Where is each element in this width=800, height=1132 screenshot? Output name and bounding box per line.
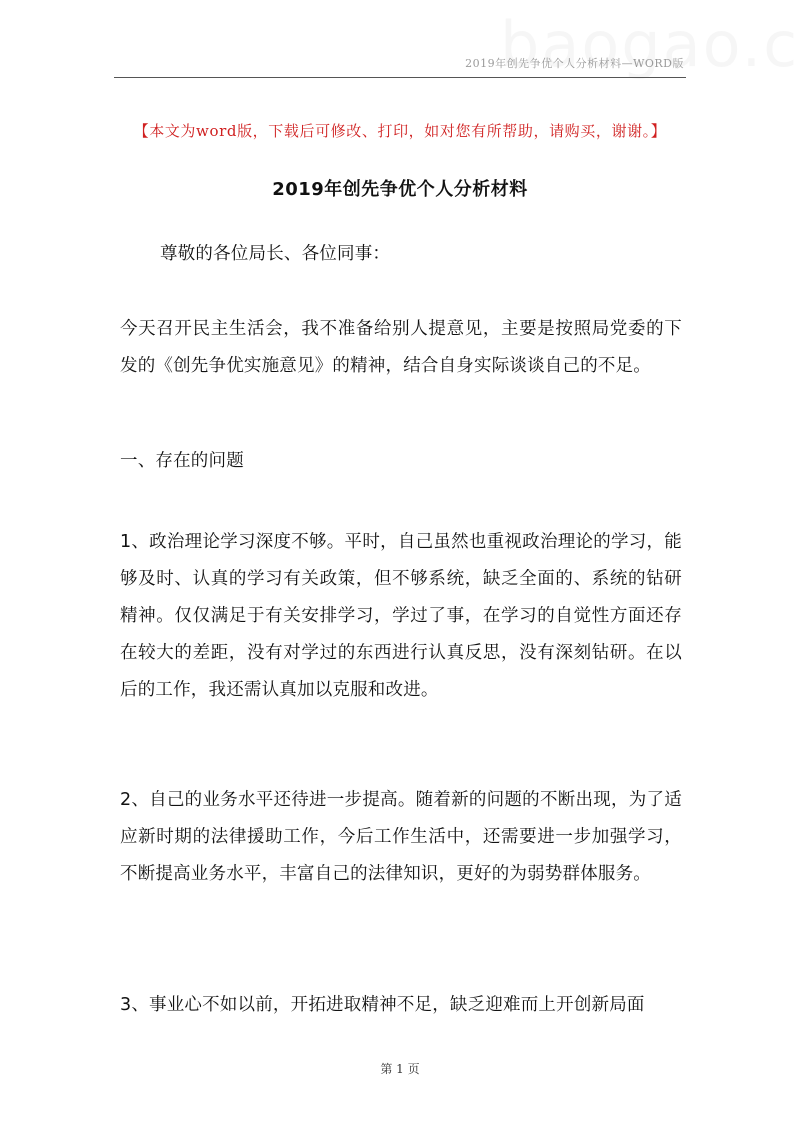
document-title: 2019年创先争优个人分析材料 bbox=[272, 179, 528, 200]
paragraph-point-2: 2、自己的业务水平还待进一步提高。随着新的问题的不断出现，为了适应新时期的法律援助工作，今后工作生活中，还需要进一步加强学习，不断提高业务水平，丰富自己的法律知识，更好的为弱势群体服务。 bbox=[120, 790, 682, 884]
paragraph-point-3: 3、事业心不如以前，开拓进取精神不足，缺乏迎难而上开创新局面 bbox=[120, 995, 645, 1015]
intro-paragraph: 今天召开民主生活会，我不准备给别人提意见，主要是按照局党委的下发的《创先争优实施意见》的精神，结合自身实际谈谈自己的不足。 bbox=[120, 319, 682, 376]
header-divider bbox=[114, 77, 686, 78]
purchase-notice: 【本文为word版，下载后可修改、打印，如对您有所帮助，请购买，谢谢。】 bbox=[133, 122, 667, 140]
running-header: 2019年创先争优个人分析材料—WORD版 bbox=[465, 57, 684, 70]
section-heading: 一、存在的问题 bbox=[120, 451, 244, 471]
page-number: 第 1 页 bbox=[380, 1062, 420, 1076]
paragraph-point-1: 1、政治理论学习深度不够。平时，自己虽然也重视政治理论的学习，能够及时、认真的学习有关政策，但不够系统，缺乏全面的、系统的钻研精神。仅仅满足于有关安排学习，学过了事，在学习的自觉性方面还存在较大的差距，没有对学过的东西进行认真反思，没有深刻钻研。在以后的工作，我还需认真加以克服和改进。 bbox=[120, 532, 682, 700]
salutation: 尊敬的各位局长、各位同事： bbox=[160, 244, 391, 264]
